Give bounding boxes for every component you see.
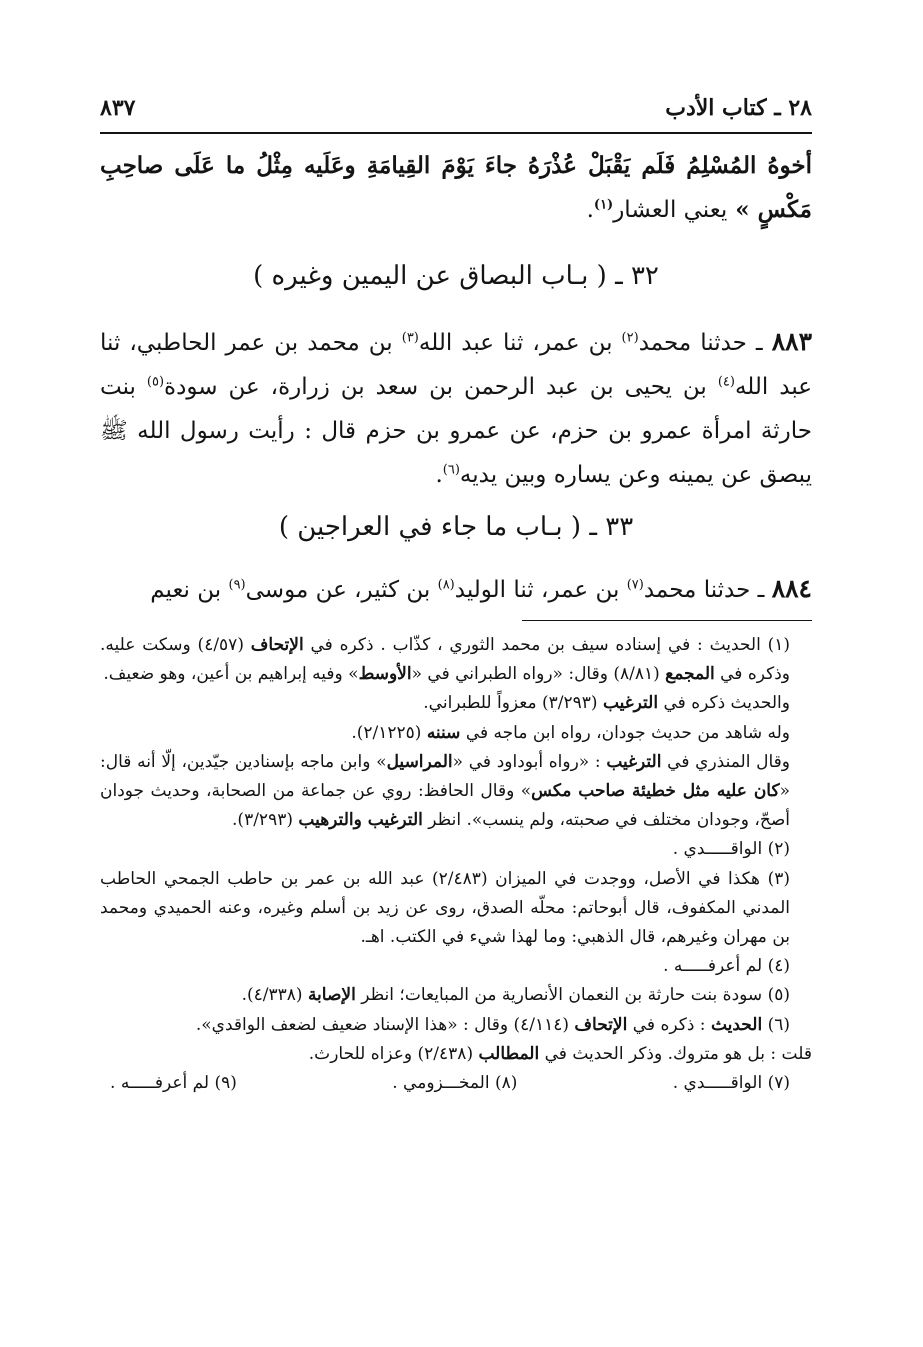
footnote-1-continued: وقال المنذري في الترغيب : «رواه أبوداود في «المراسيل» وابن ماجه بإسنادين جيّدين، إلّا أنه قال: «كان عليه مثل خطيئة صاحب مكس» وقال الحافظ: روي عن جماعة من الصحابة، وحديث جودان أصحّ، وجودان مختلف في صحبته، ولم ينسب». انظر الترغيب والترهيب (٣/٢٩٣).: [100, 751, 791, 831]
footnote-ref: (٩): [228, 577, 246, 593]
footnote-1: (١) الحديث : في إسناده سيف بن محمد الثوري ، كذّاب . ذكره في الإتحاف (٤/٥٧) وسكت عليه. وذكره في المجمع (٨/٨١) وقال: «رواه الطبراني في «الأوسط» وفيه إبراهيم بن أعين، وهو ضعيف.: [100, 635, 791, 685]
footnote-divider: [522, 620, 812, 621]
intro-text: أخوهُ المُسْلِمُ فَلَم يَقْبَلْ عُذْرَهُ جاءَ يَوْمَ القِيامَةِ وعَلَيه مِثْلُ ما عَلَى صاحِبِ مَكْسٍ »: [100, 152, 812, 223]
page-header: [100, 88, 812, 134]
footnote-6: (٦) الحديث : ذكره في الإتحاف (٤/١١٤) وقال : «هذا الإسناد ضعيف لضعف الواقدي».: [195, 1014, 790, 1035]
intro-paragraph: أخوهُ المُسْلِمُ فَلَم يَقْبَلْ عُذْرَهُ جاءَ يَوْمَ القِيامَةِ وعَلَيه مِثْلُ ما عَلَى صاحِبِ مَكْسٍ » يعني العشار$^{(١)}$.: [100, 152, 812, 223]
footnotes: [100, 631, 812, 1098]
footnote-ref: (٨): [437, 577, 455, 593]
book-page: [100, 88, 812, 1098]
footnote-4: (٤) لم أعرفـــــه .: [663, 956, 790, 977]
footnote-ref: (٧): [626, 577, 644, 593]
running-chapter-title: ٢٨ ـ كتاب الأدب: [665, 95, 812, 121]
footnote-ref: (٣): [401, 330, 419, 346]
footnote-ref: (١): [593, 197, 614, 213]
footnote-ref: (٤): [717, 374, 735, 390]
footnote-ref: (٢): [621, 330, 639, 346]
footnotes-7-9-row: [100, 1069, 812, 1098]
hadith-number: ٨٨٣: [771, 327, 813, 356]
footnote-5: (٥) سودة بنت حارثة بن النعمان الأنصارية من المبايعات؛ انظر الإصابة (٤/٣٣٨).: [241, 985, 790, 1006]
footnote-3: (٣) هكذا في الأصل، ووجدت في الميزان (٢/٤٨٣) عبد الله بن عمر بن حاطب الجمحي الحاطب المدني المكفوف، قال أبوحاتم: محلّه الصدق، روى عن زيد بن أسلم وغيره، وعنه الحميدي ومحمد بن مهران وغيرهم، قال الذهبي: وما لهذا شيء في الكتب. اهـ.: [100, 868, 790, 948]
hadith-number: ٨٨٤: [771, 574, 812, 603]
footnote-1-continued: وله شاهد من حديث جودان، رواه ابن ماجه في سننه (٢/١٢٢٥).: [351, 722, 790, 743]
footnote-7: (٧) الواقـــــدي .: [672, 1073, 790, 1094]
chapter-32-title: ٣٢ ـ ( بـاب البصاق عن اليمين وغيره ): [253, 261, 659, 291]
footnote-8: (٨) المخـــزومي .: [392, 1073, 518, 1094]
chapter-33-title: ٣٣ ـ ( بـاب ما جاء في العراجين ): [278, 512, 634, 542]
hadith-884: ٨٨٤ ـ حدثنا محمد$^{(٧)}$ بن عمر، ثنا الوليد$^{(٨)}$ بن كثير، عن موسى$^{(٩)}$ بن نعيم: [150, 574, 812, 603]
footnote-2: (٢) الواقـــــدي .: [672, 839, 790, 860]
hadith-883: ٨٨٣ ـ حدثنا محمد$^{(٢)}$ بن عمر، ثنا عبد الله$^{(٣)}$ بن محمد بن عمر الحاطبي، ثنا عبد الله$^{(٤)}$ بن يحيى بن عبد الرحمن بن سعد بن زرارة، عن سودة$^{(٥)}$ بنت حارثة امرأة عمرو بن حزم، عن عمرو بن حزم قال : رأيت رسول الله ﷺ يبصق عن يمينه وعن يساره وبين يديه$^{(٦)}$.: [100, 327, 813, 488]
footnote-ref: (٦): [442, 462, 460, 478]
footnote-6-continued: قلت : بل هو متروك. وذكر الحديث في المطالب (٢/٤٣٨) وعزاه للحارث.: [308, 1043, 812, 1064]
intro-gloss: يعني العشار: [613, 197, 728, 223]
footnote-1-continued: والحديث ذكره في الترغيب (٣/٢٩٣) معزواً للطبراني.: [423, 693, 790, 714]
footnote-9: (٩) لم أعرفـــــه .: [110, 1073, 237, 1094]
page-number: ٨٣٧: [100, 95, 136, 121]
footnote-ref: (٥): [146, 374, 165, 390]
